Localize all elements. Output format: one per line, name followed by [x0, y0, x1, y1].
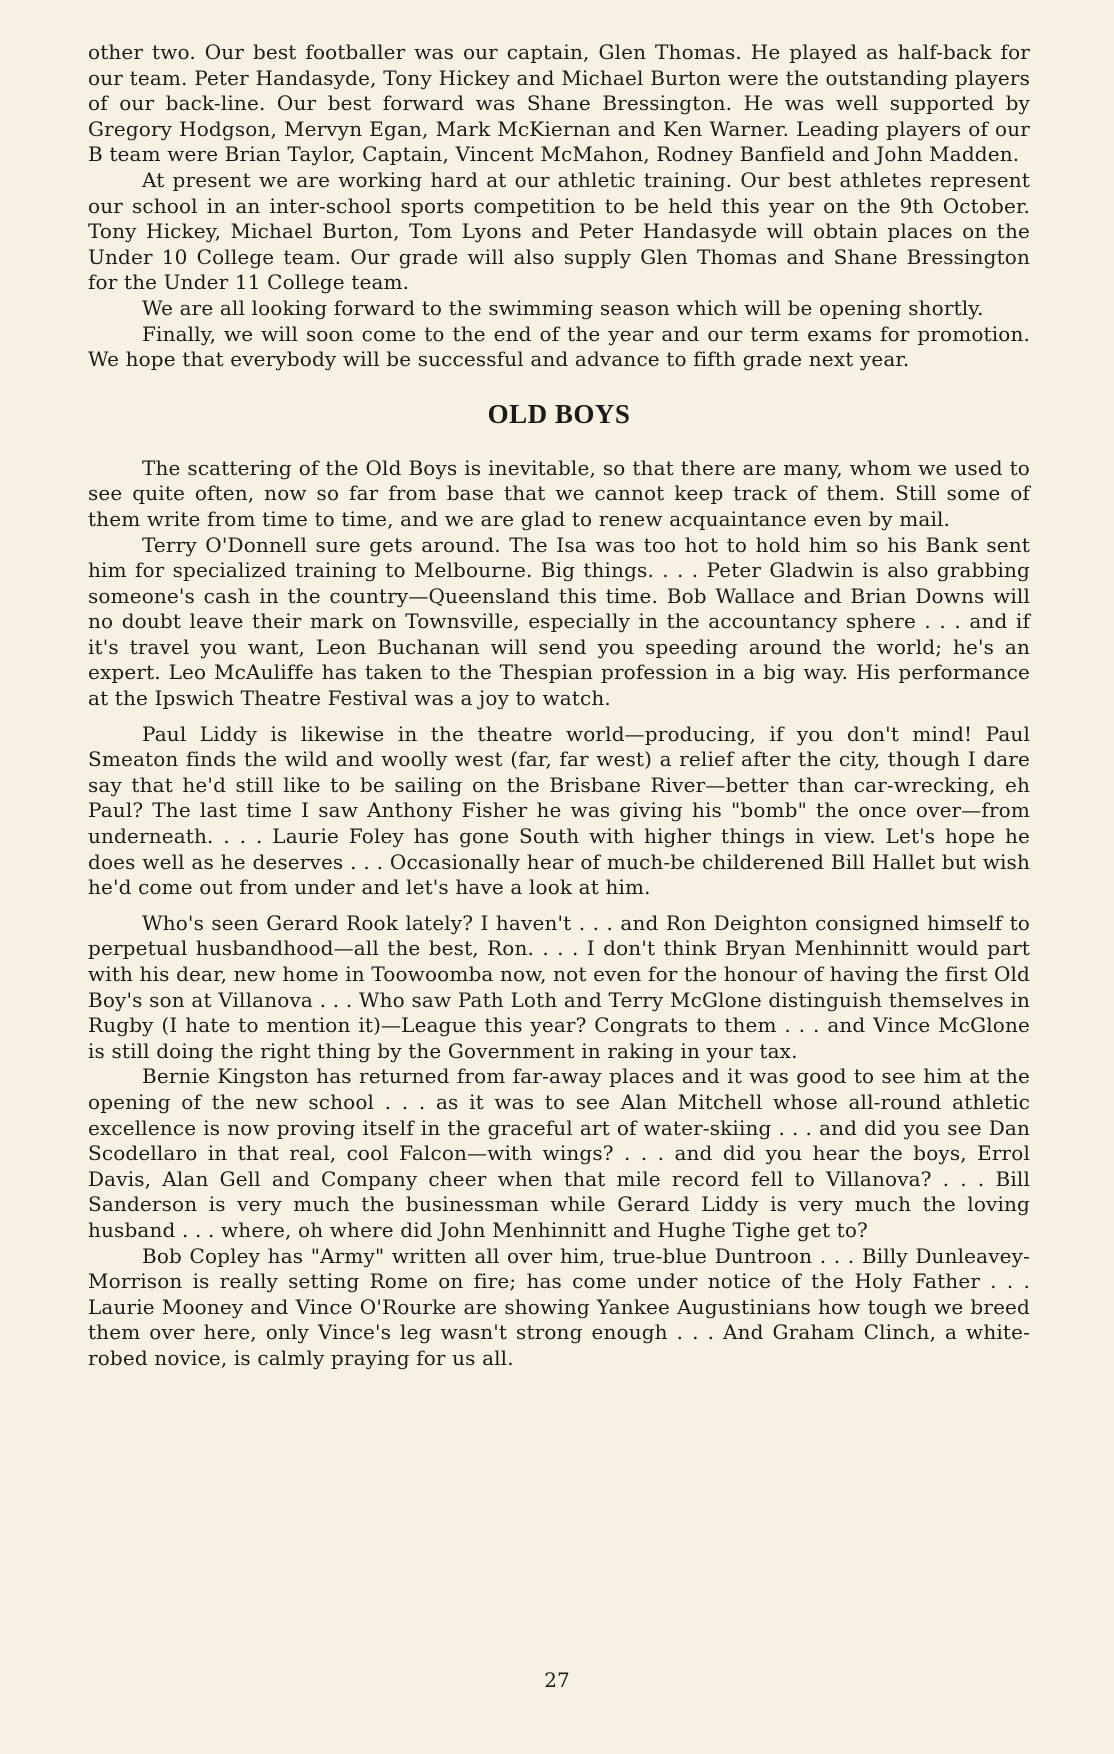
paragraph-old-boys-news-4: Bernie Kingston has returned from far-away places and it was good to see him at the opening of the new school . . . as it was to see Alan Mitchell whose all-round athletic excellence is now proving itself in the graceful art of water-skiing . . . and did you see Dan Scodellaro in that real, cool Falcon—with wings? . . . and did you hear the boys, Errol Davis, Alan Gell and Company cheer when that mile record fell to Villanova? . . . Bill Sanderson is very much the businessman while Gerard Liddy is very much the loving husband . . . where, oh where did John Menhinnitt and Hughe Tighe get to?	[88, 1064, 1030, 1242]
paragraph-old-boys-news-2: Paul Liddy is likewise in the theatre world—producing, if you don't mind! Paul Smeaton finds the wild and woolly west (far, far west) a relief after the city, though I dare say that he'd still like to be sailing on the Brisbane River—better than car-wrecking, eh Paul? The last time I saw Anthony Fisher he was giving his "bomb" the once over—from underneath. . . . Laurie Foley has gone South with higher things in view. Let's hope he does well as he deserves . . . Occasionally hear of much-be childerened Bill Hallet but wish he'd come out from under and let's have a look at him.	[88, 721, 1030, 900]
paragraph-exams: Finally, we will soon come to the end of the year and our term exams for promotion. We hope that everybody will be successful and advance to fifth grade next year.	[88, 321, 1030, 372]
paragraph-football-report: other two. Our best footballer was our captain, Glen Thomas. He played as half-back for our team. Peter Handasyde, Tony Hickey and Michael Burton were the outstanding players of our back-line. Our best forward was Shane Bressington. He was well supported by Gregory Hodgson, Mervyn Egan, Mark McKiernan and Ken Warner. Leading players of our B team were Brian Taylor, Captain, Vincent McMahon, Rodney Banfield and John Madden.	[88, 40, 1030, 167]
page-number: 27	[544, 1668, 570, 1692]
section-heading-old-boys: OLD BOYS	[487, 398, 631, 429]
paragraph-old-boys-news-1: Terry O'Donnell sure gets around. The Isa was too hot to hold him so his Bank sent him for specialized training to Melbourne. Big things. . . . Peter Gladwin is also grabbing someone's cash in the country—Queensland this time. Bob Wallace and Brian Downs will no doubt leave their mark on Townsville, especially in the accountancy sphere . . . and if it's travel you want, Leon Buchanan will send you speeding around the world; he's an expert. Leo McAuliffe has taken to the Thespian profession in a big way. His performance at the Ipswich Theatre Festival was a joy to watch.	[88, 532, 1030, 711]
paragraph-old-boys-news-5: Bob Copley has "Army" written all over him, true-blue Duntroon . . . Billy Dunleavey-Morrison is really setting Rome on fire; has come under notice of the Holy Father . . . Laurie Mooney and Vince O'Rourke are showing Yankee Augustinians how tough we breed them over here, only Vince's leg wasn't strong enough . . . And Graham Clinch, a white-robed novice, is calmly praying for us all.	[88, 1243, 1030, 1370]
paragraph-swimming: We are all looking forward to the swimming season which will be opening shortly.	[142, 295, 984, 320]
paragraph-old-boys-intro: The scattering of the Old Boys is inevitable, so that there are many, whom we used to see quite often, now so far from base that we cannot keep track of them. Still some of them write from time to time, and we are glad to renew acquaintance even by mail.	[88, 455, 1030, 531]
paragraph-old-boys-news-3: Who's seen Gerard Rook lately? I haven't . . . and Ron Deighton consigned himself to perpetual husbandhood—all the best, Ron. . . . I don't think Bryan Menhinnitt would part with his dear, new home in Toowoomba now, not even for the honour of having the first Old Boy's son at Villanova . . . Who saw Path Loth and Terry McGlone distinguish themselves in Rugby (I hate to mention it)—League this year? Congrats to them . . . and Vince McGlone is still doing the right thing by the Government in raking in your tax.	[88, 910, 1030, 1063]
paragraph-athletics: At present we are working hard at our athletic training. Our best athletes represent our school in an inter-school sports competition to be held this year on the 9th October. Tony Hickey, Michael Burton, Tom Lyons and Peter Handasyde will obtain places on the Under 10 College team. Our grade will also supply Glen Thomas and Shane Bressington for the Under 11 College team.	[88, 167, 1030, 295]
